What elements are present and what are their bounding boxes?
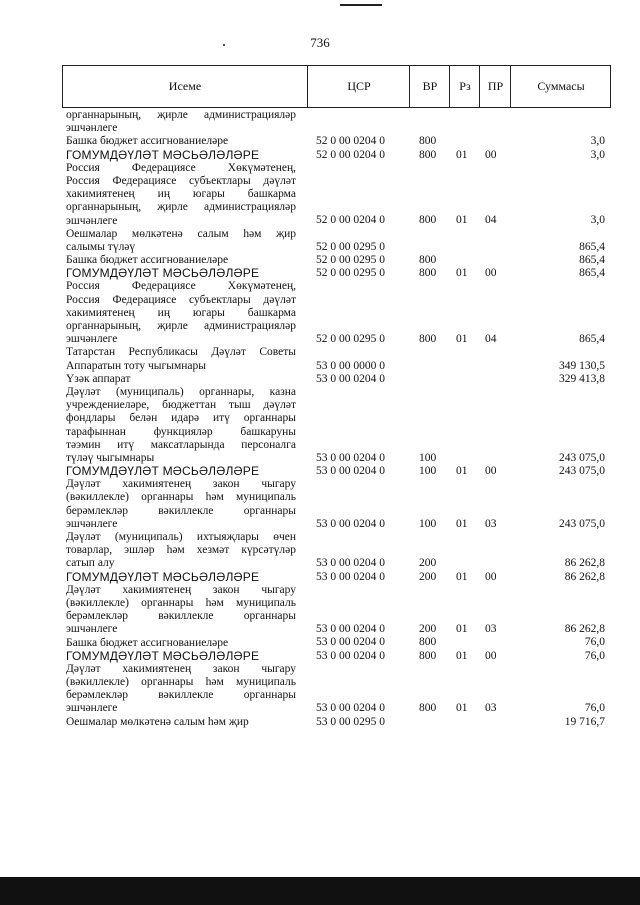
- rz-code: 01: [456, 333, 468, 346]
- row-name-line: ГОМУМДӘҮЛӘТ МӘСЬӘЛӘЛӘРЕ: [66, 570, 260, 584]
- row-name: [66, 280, 296, 346]
- csr-code: 53 0 00 0204 0: [316, 451, 385, 464]
- csr-code: 52 0 00 0204 0: [316, 135, 385, 148]
- amount: 865,4: [579, 240, 605, 253]
- header-pr: ПР: [479, 66, 511, 107]
- row-name-line: эшчәнлеге: [66, 122, 118, 135]
- row-name-line: ГОМУМДӘҮЛӘТ МӘСЬӘЛӘЛӘРЕ: [66, 148, 260, 162]
- table-row: [0, 109, 640, 135]
- row-name: [66, 228, 296, 254]
- amount: 865,4: [579, 267, 605, 280]
- row-name-line: эшчәнлеге: [66, 702, 118, 715]
- row-name-line: Дәүләт (муниципаль) ихтыяҗлары өчен: [66, 531, 296, 543]
- row-name-line: ГОМУМДӘҮЛӘТ МӘСЬӘЛӘЛӘРЕ: [66, 649, 260, 663]
- table-row: [0, 267, 640, 280]
- row-name: [66, 637, 296, 650]
- vr-code: 800: [419, 135, 437, 148]
- csr-code: 53 0 00 0204 0: [316, 702, 385, 715]
- table-row: [0, 135, 640, 148]
- pr-code: 00: [485, 148, 497, 161]
- csr-code: 52 0 00 0295 0: [316, 254, 385, 267]
- row-name-line: (вәкиллекле) органнары һәм муниципаль: [66, 596, 296, 609]
- table-row: [0, 584, 640, 637]
- section-heading: [66, 267, 296, 280]
- csr-code: 53 0 00 0295 0: [316, 715, 385, 728]
- vr-code: 100: [419, 465, 437, 478]
- table-row: [0, 571, 640, 584]
- row-name: [66, 109, 296, 135]
- csr-code: 52 0 00 0295 0: [316, 240, 385, 253]
- row-name-line: Башка бюджет ассигнованиеләре: [66, 636, 229, 649]
- csr-code: 52 0 00 0295 0: [316, 333, 385, 346]
- row-name-line: эшчәнлеге: [66, 517, 118, 530]
- csr-code: 53 0 00 0204 0: [316, 636, 385, 649]
- row-name-line: салымы түләү: [66, 240, 136, 253]
- row-name-line: Россия Федерациясе Хөкүмәтенең,: [66, 280, 296, 293]
- row-name-line: Россия Федерациясе субъектлары дәүләт: [66, 293, 296, 306]
- row-name: [66, 716, 296, 729]
- row-name-line: Россия Федерациясе Хөкүмәтенең,: [66, 161, 296, 174]
- table-row: [0, 650, 640, 663]
- table-row: [0, 637, 640, 650]
- row-name-line: фондлары белән идарә итү органнары: [66, 412, 296, 425]
- table-row: [0, 465, 640, 478]
- row-name-line: Дәүләт хакимиятенең закон чыгару: [66, 662, 296, 675]
- row-name-line: эшчәнлеге: [66, 214, 118, 227]
- pr-code: 00: [485, 649, 497, 662]
- row-name-line: органнарының, җирле администрацияләр: [66, 201, 296, 214]
- csr-code: 52 0 00 0295 0: [316, 267, 385, 280]
- row-name: [66, 162, 296, 228]
- amount: 86 262,8: [564, 557, 605, 570]
- row-name-line: ГОМУМДӘҮЛӘТ МӘСЬӘЛӘЛӘРЕ: [66, 267, 260, 281]
- row-name-line: тәэмин итү максатларында персоналга: [66, 438, 296, 451]
- table-row: [0, 663, 640, 716]
- amount: 243 075,0: [559, 517, 605, 530]
- amount: 76,0: [584, 636, 605, 649]
- pr-code: 04: [485, 333, 497, 346]
- row-name-line: эшчәнлеге: [66, 623, 118, 636]
- row-name: [66, 254, 296, 267]
- vr-code: 800: [419, 148, 437, 161]
- row-name-line: Аппаратын тоту чыгымнары: [66, 359, 206, 372]
- amount: 349 130,5: [559, 359, 605, 372]
- csr-code: 53 0 00 0000 0: [316, 359, 385, 372]
- table-row: [0, 386, 640, 465]
- row-name: [66, 663, 296, 716]
- amount: 865,4: [579, 254, 605, 267]
- vr-code: 800: [419, 254, 437, 267]
- table-row: [0, 346, 640, 372]
- pr-code: 04: [485, 214, 497, 227]
- section-heading: [66, 650, 296, 663]
- amount: 329 413,8: [559, 372, 605, 385]
- row-name-line: Башка бюджет ассигнованиеләре: [66, 254, 229, 267]
- table-row: [0, 531, 640, 571]
- vr-code: 100: [419, 517, 437, 530]
- csr-code: 52 0 00 0204 0: [316, 214, 385, 227]
- row-name-line: түләү чыгымнары: [66, 451, 155, 464]
- vr-code: 800: [419, 214, 437, 227]
- vr-code: 800: [419, 267, 437, 280]
- vr-code: 800: [419, 649, 437, 662]
- section-heading: [66, 571, 296, 584]
- row-name: [66, 531, 296, 571]
- header-csr: ЦСР: [307, 66, 410, 107]
- row-name-line: Россия Федерациясе субъектлары дәүләт: [66, 174, 296, 187]
- csr-code: 53 0 00 0204 0: [316, 570, 385, 583]
- amount: 243 075,0: [559, 451, 605, 464]
- rz-code: 01: [456, 702, 468, 715]
- table-row: [0, 162, 640, 228]
- row-name: [66, 386, 296, 465]
- pr-code: 03: [485, 623, 497, 636]
- pr-code: 03: [485, 517, 497, 530]
- amount: 3,0: [590, 135, 605, 148]
- amount: 3,0: [590, 148, 605, 161]
- table-row: [0, 716, 640, 729]
- amount: 76,0: [584, 702, 605, 715]
- vr-code: 200: [419, 623, 437, 636]
- rz-code: 01: [456, 465, 468, 478]
- rz-code: 01: [456, 570, 468, 583]
- row-name-line: берәмлекләр вәкиллекле органнары: [66, 504, 296, 517]
- row-name-line: учреждениеләре, бюджеттан тыш дәүләт: [66, 399, 296, 412]
- row-name-line: Дәүләт (муниципаль) органнары, казна: [66, 385, 296, 398]
- amount: 19 716,7: [564, 715, 605, 728]
- vr-code: 800: [419, 333, 437, 346]
- scan-dot: [223, 44, 225, 46]
- csr-code: 52 0 00 0204 0: [316, 148, 385, 161]
- row-name: [66, 478, 296, 531]
- row-name: [66, 346, 296, 372]
- row-name-line: Башка бюджет ассигнованиеләре: [66, 135, 229, 148]
- table-body: [0, 109, 640, 729]
- row-name-line: органнарының, җирле администрацияләр: [66, 320, 296, 332]
- table-row: [0, 254, 640, 267]
- vr-code: 200: [419, 557, 437, 570]
- row-name-line: эшчәнлеге: [66, 333, 118, 346]
- amount: 76,0: [584, 649, 605, 662]
- row-name-line: Татарстан Республикасы Дәүләт Советы: [66, 346, 296, 359]
- table-row: [0, 478, 640, 531]
- csr-code: 53 0 00 0204 0: [316, 557, 385, 570]
- row-name-line: (вәкиллекле) органнары һәм муниципаль: [66, 676, 296, 689]
- amount: 86 262,8: [564, 570, 605, 583]
- amount: 86 262,8: [564, 623, 605, 636]
- row-name-line: берәмлекләр вәкиллекле органнары: [66, 610, 296, 623]
- table-row: [0, 228, 640, 254]
- row-name-line: Оешмалар мөлкәтенә салым һәм җир: [66, 227, 296, 240]
- section-heading: [66, 465, 296, 478]
- header-rz: Рз: [449, 66, 480, 107]
- row-name-line: Үзәк аппарат: [66, 372, 131, 385]
- rz-code: 01: [456, 649, 468, 662]
- rz-code: 01: [456, 517, 468, 530]
- row-name-line: сатып алу: [66, 557, 115, 570]
- amount: 243 075,0: [559, 465, 605, 478]
- row-name-line: хакимиятенең иң югары башкарма: [66, 188, 296, 201]
- rz-code: 01: [456, 267, 468, 280]
- row-name-line: товарлар, эшләр һәм хезмәт күрсәтүләр: [66, 544, 296, 557]
- vr-code: 200: [419, 570, 437, 583]
- rz-code: 01: [456, 148, 468, 161]
- row-name-line: Дәүләт хакимиятенең закон чыгару: [66, 583, 296, 596]
- header-vr: ВР: [409, 66, 450, 107]
- rz-code: 01: [456, 623, 468, 636]
- table-row: [0, 280, 640, 346]
- row-name: [66, 373, 296, 386]
- row-name-line: берәмлекләр вәкиллекле органнары: [66, 689, 296, 702]
- csr-code: 53 0 00 0204 0: [316, 372, 385, 385]
- row-name-line: органнарының, җирле администрацияләр: [66, 109, 296, 121]
- row-name: [66, 135, 296, 148]
- row-name-line: хакимиятенең иң югары башкарма: [66, 306, 296, 319]
- header-name: Исеме: [168, 79, 202, 93]
- rz-code: 01: [456, 214, 468, 227]
- row-name-line: Оешмалар мөлкәтенә салым һәм җир: [66, 715, 249, 728]
- amount: 3,0: [590, 214, 605, 227]
- section-heading: [66, 149, 296, 162]
- csr-code: 53 0 00 0204 0: [316, 517, 385, 530]
- vr-code: 100: [419, 451, 437, 464]
- top-scan-mark: [340, 4, 382, 6]
- row-name-line: (вәкиллекле) органнары һәм муниципаль: [66, 491, 296, 504]
- header-sum: Суммасы: [510, 66, 611, 107]
- csr-code: 53 0 00 0204 0: [316, 623, 385, 636]
- csr-code: 53 0 00 0204 0: [316, 649, 385, 662]
- page-number: 736: [310, 35, 330, 50]
- csr-code: 53 0 00 0204 0: [316, 465, 385, 478]
- scan-footer-bar: [0, 877, 640, 905]
- table-row: [0, 373, 640, 386]
- row-name-line: тарафыннан функцияләр башкаруны: [66, 425, 296, 438]
- pr-code: 03: [485, 702, 497, 715]
- row-name: [66, 584, 296, 637]
- vr-code: 800: [419, 702, 437, 715]
- vr-code: 800: [419, 636, 437, 649]
- pr-code: 00: [485, 267, 497, 280]
- table-header: [62, 65, 611, 108]
- pr-code: 00: [485, 570, 497, 583]
- amount: 865,4: [579, 333, 605, 346]
- row-name-line: Дәүләт хакимиятенең закон чыгару: [66, 478, 296, 491]
- pr-code: 00: [485, 465, 497, 478]
- table-row: [0, 149, 640, 162]
- row-name-line: ГОМУМДӘҮЛӘТ МӘСЬӘЛӘЛӘРЕ: [66, 465, 260, 479]
